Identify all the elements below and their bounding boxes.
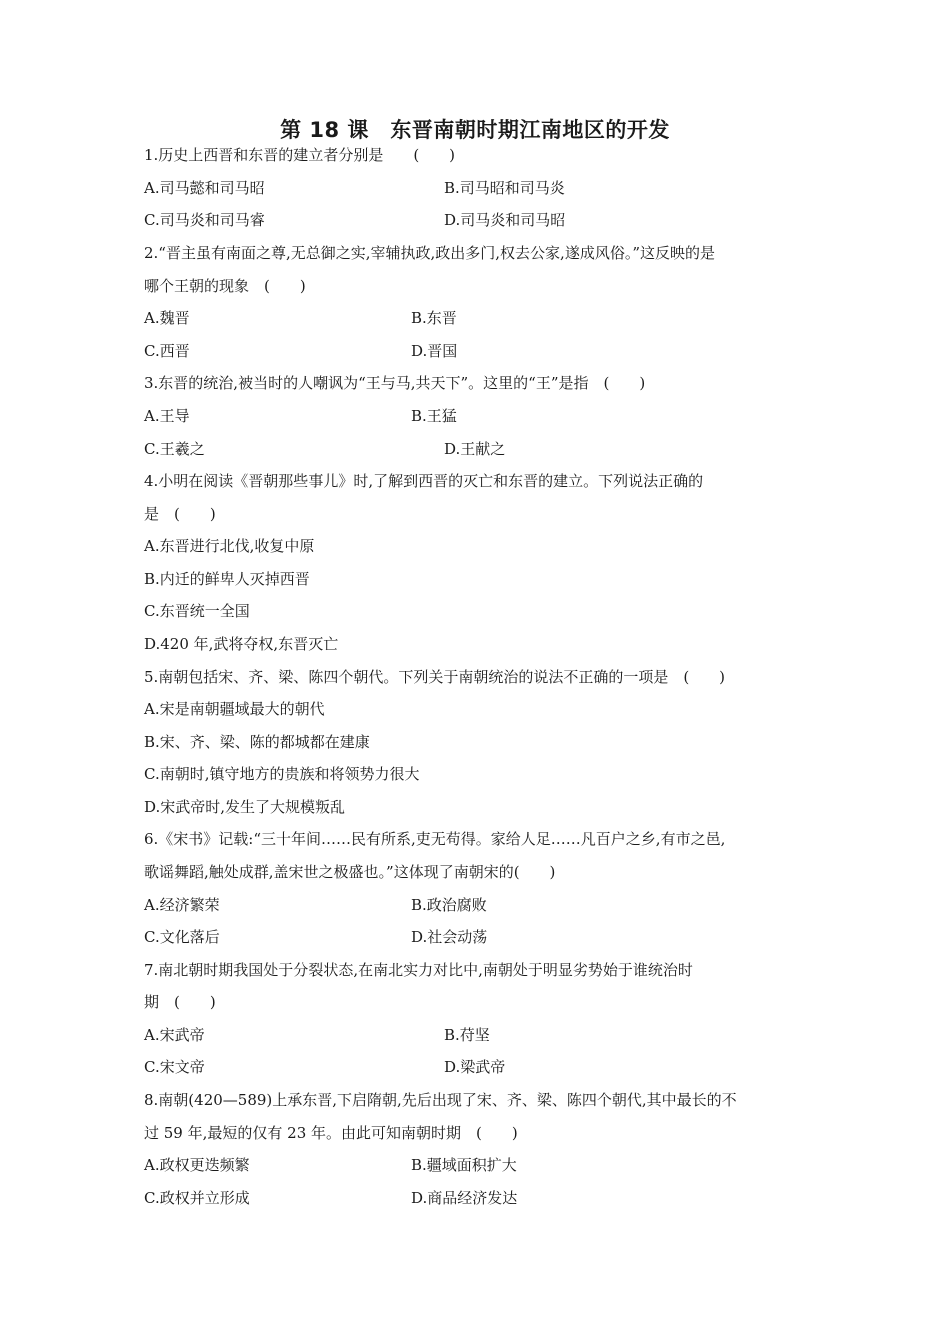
q4-option-d: D.420 年,武将夺权,东晋灭亡 — [144, 635, 339, 653]
q4-stem-line1: 4.小明在阅读《晋朝那些事儿》时,了解到西晋的灭亡和东晋的建立。下列说法正确的 — [144, 472, 704, 490]
q6-option-d: D.社会动荡 — [411, 928, 488, 946]
q4-option-a: A.东晋进行北伐,收复中原 — [144, 537, 315, 555]
q8-stem-line1: 8.南朝(420—589)上承东晋,下启隋朝,先后出现了宋、齐、梁、陈四个朝代,其中最长的不 — [144, 1091, 737, 1109]
q1-option-b: B.司马昭和司马炎 — [444, 179, 565, 197]
q3-stem: 3.东晋的统治,被当时的人嘲讽为“王与马,共天下”。这里的“王”是指 ( ) — [144, 374, 646, 392]
q6-stem-line2: 歌谣舞蹈,触处成群,盖宋世之极盛也。”这体现了南朝宋的( ) — [144, 863, 556, 881]
q8-option-c: C.政权并立形成 — [144, 1189, 250, 1207]
q5-option-a: A.宋是南朝疆域最大的朝代 — [144, 700, 325, 718]
q5-stem: 5.南朝包括宋、齐、梁、陈四个朝代。下列关于南朝统治的说法不正确的一项是 ( ) — [144, 668, 726, 686]
q3-option-d: D.王献之 — [444, 440, 506, 458]
q5-option-b: B.宋、齐、梁、陈的都城都在建康 — [144, 733, 370, 751]
q6-stem-line1: 6.《宋书》记载:“三十年间……民有所系,吏无苟得。家给人足……凡百户之乡,有市之邑, — [144, 830, 726, 848]
q6-option-a: A.经济繁荣 — [144, 896, 220, 914]
q8-option-a: A.政权更迭频繁 — [144, 1156, 250, 1174]
lesson-title: 第 18 课 东晋南朝时期江南地区的开发 — [280, 118, 670, 142]
q4-option-c: C.东晋统一全国 — [144, 602, 250, 620]
q6-option-b: B.政治腐败 — [411, 896, 487, 914]
q7-option-b: B.苻坚 — [444, 1026, 490, 1044]
q2-option-a: A.魏晋 — [144, 309, 190, 327]
q4-option-b: B.内迁的鲜卑人灭掉西晋 — [144, 570, 310, 588]
q1-stem: 1.历史上西晋和东晋的建立者分别是 ( ) — [144, 146, 456, 164]
q2-option-d: D.晋国 — [411, 342, 458, 360]
q7-option-d: D.梁武帝 — [444, 1058, 506, 1076]
q8-option-d: D.商品经济发达 — [411, 1189, 518, 1207]
q5-option-c: C.南朝时,镇守地方的贵族和将领势力很大 — [144, 765, 420, 783]
q1-option-d: D.司马炎和司马昭 — [444, 211, 566, 229]
q2-option-b: B.东晋 — [411, 309, 457, 327]
q2-stem-line1: 2.“晋主虽有南面之尊,无总御之实,宰辅执政,政出多门,权去公家,遂成风俗。”这反映的是 — [144, 244, 715, 262]
q2-stem-line2: 哪个王朝的现象 ( ) — [144, 277, 306, 295]
q3-option-b: B.王猛 — [411, 407, 457, 425]
q4-stem-line2: 是 ( ) — [144, 505, 216, 523]
q8-stem-line2: 过 59 年,最短的仅有 23 年。由此可知南朝时期 ( ) — [144, 1124, 518, 1142]
q7-stem-line1: 7.南北朝时期我国处于分裂状态,在南北实力对比中,南朝处于明显劣势始于谁统治时 — [144, 961, 693, 979]
q1-option-a: A.司马懿和司马昭 — [144, 179, 265, 197]
q3-option-a: A.王导 — [144, 407, 190, 425]
q7-option-c: C.宋文帝 — [144, 1058, 205, 1076]
q6-option-c: C.文化落后 — [144, 928, 220, 946]
q5-option-d: D.宋武帝时,发生了大规模叛乱 — [144, 798, 346, 816]
q1-option-c: C.司马炎和司马睿 — [144, 211, 265, 229]
q8-option-b: B.疆域面积扩大 — [411, 1156, 517, 1174]
q7-stem-line2: 期 ( ) — [144, 993, 216, 1011]
q3-option-c: C.王羲之 — [144, 440, 205, 458]
q7-option-a: A.宋武帝 — [144, 1026, 205, 1044]
q2-option-c: C.西晋 — [144, 342, 190, 360]
